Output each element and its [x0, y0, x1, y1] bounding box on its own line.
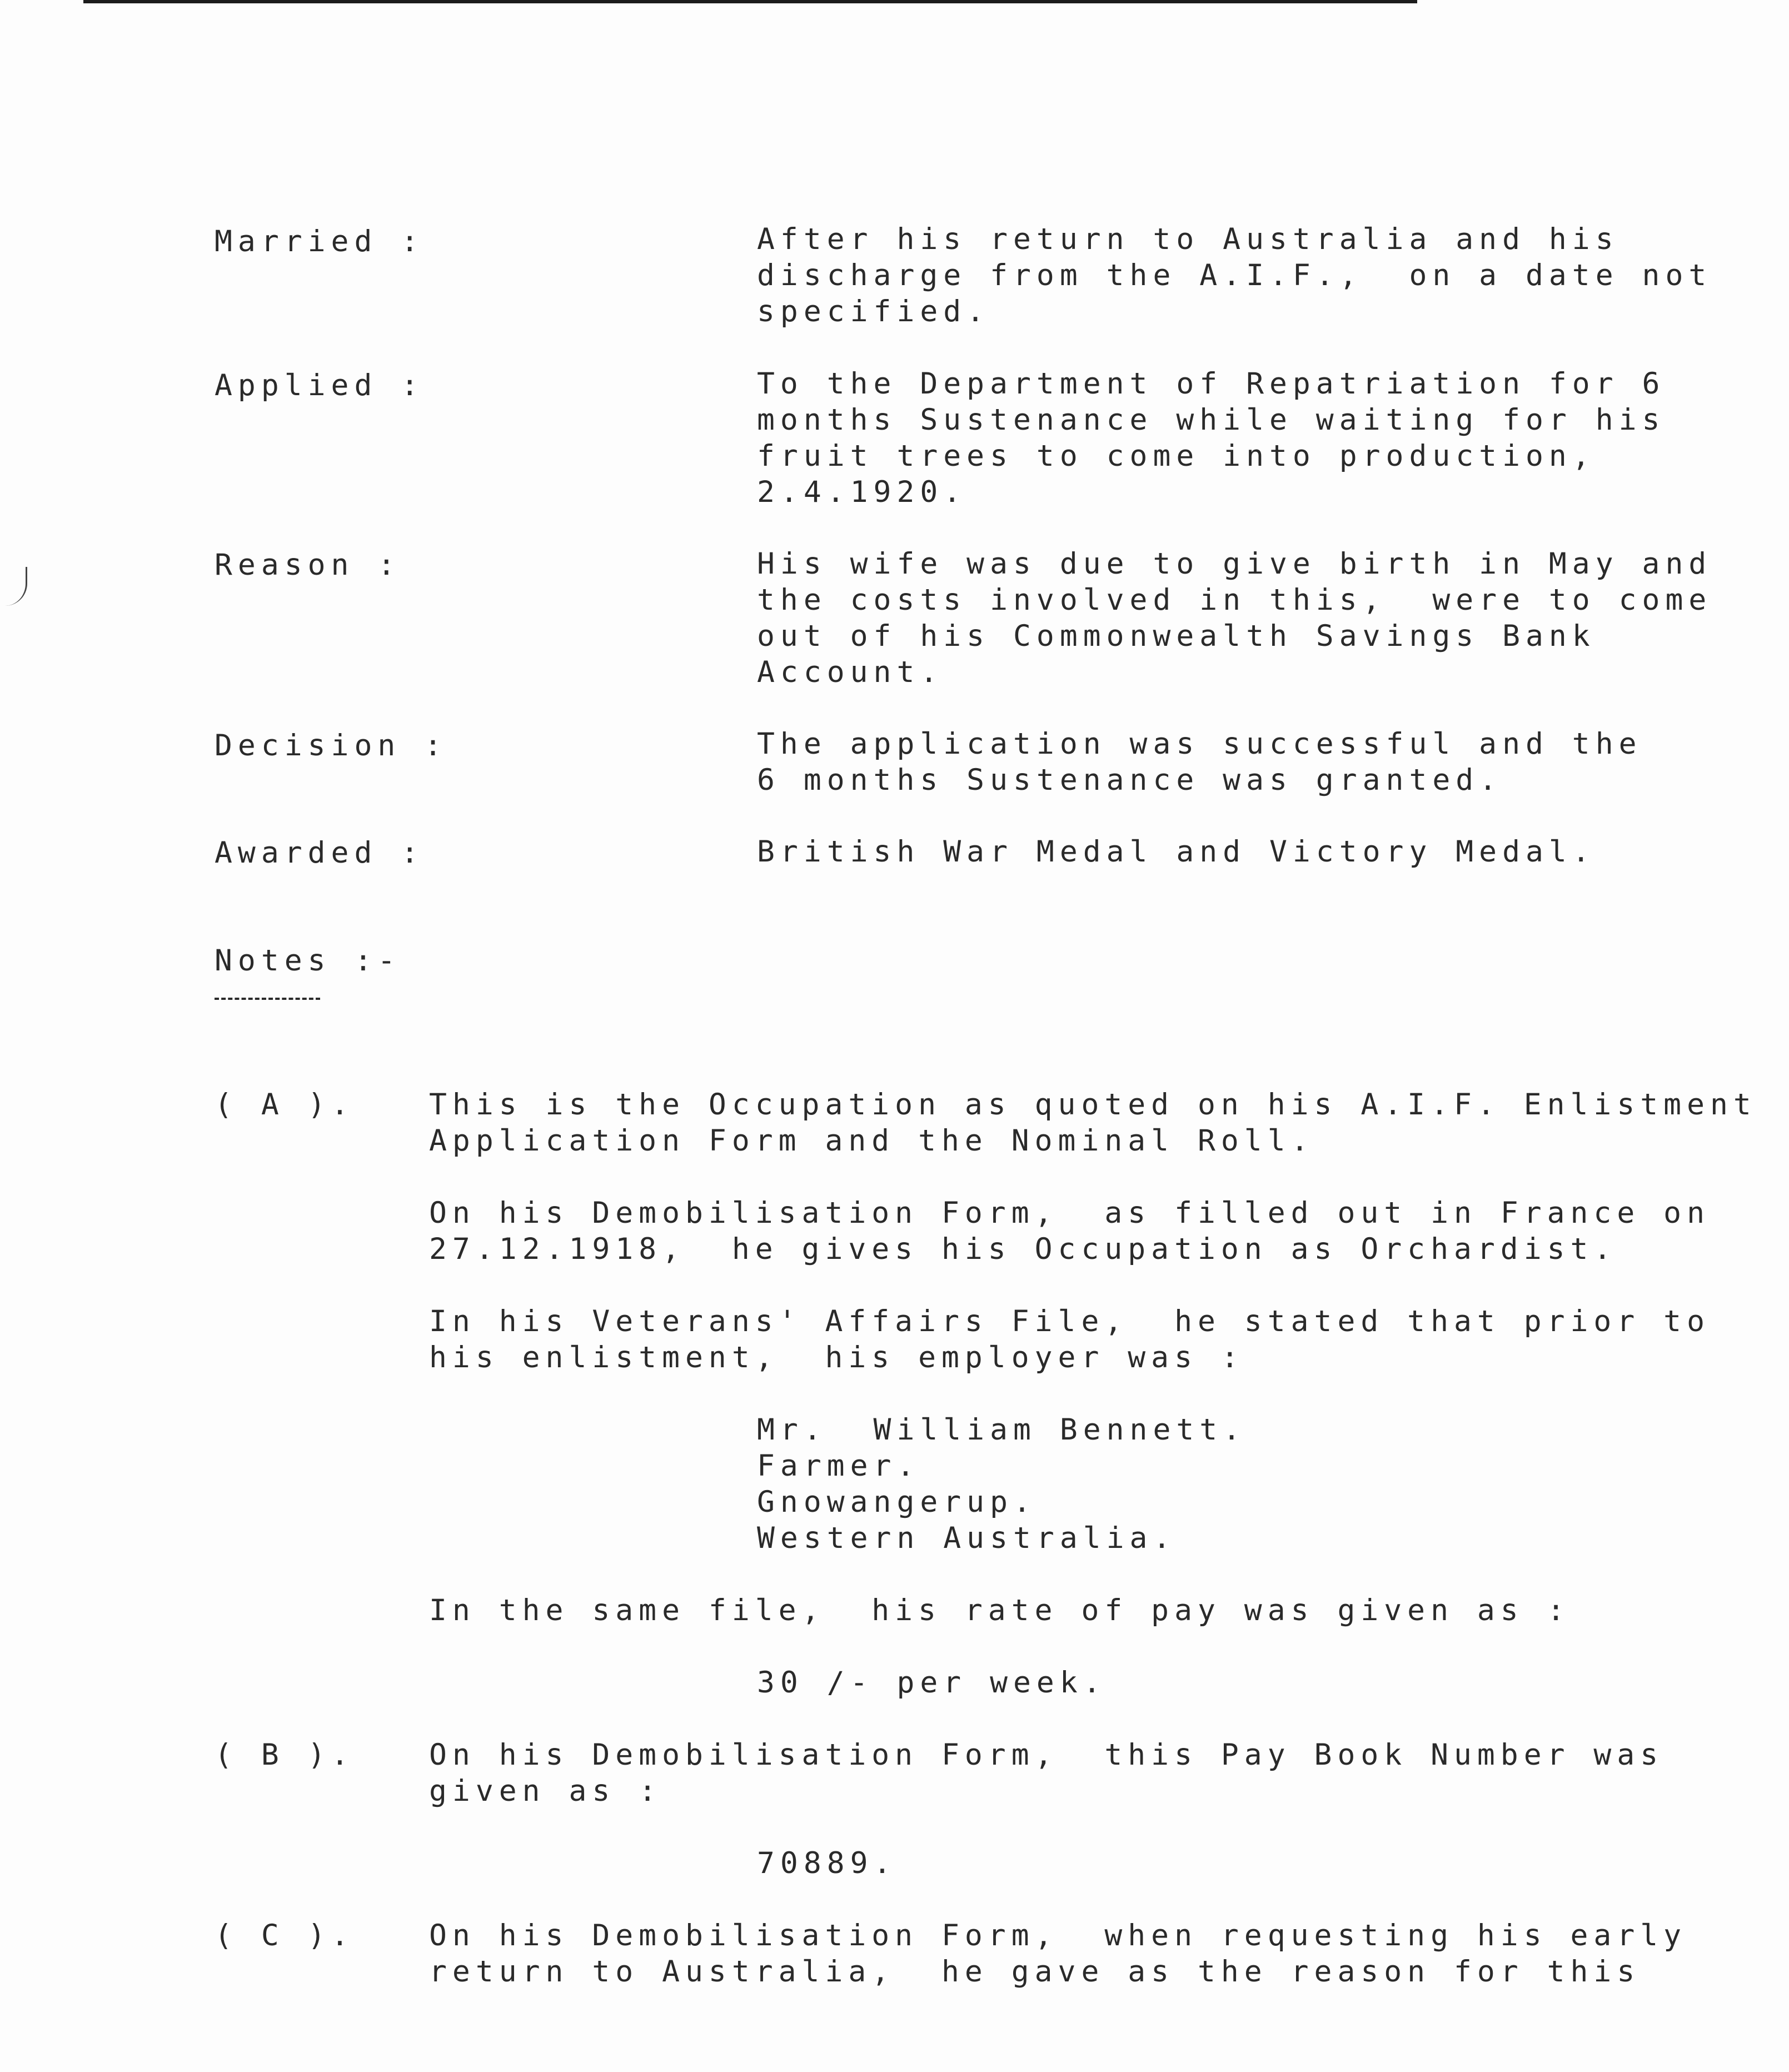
field-label-awarded: Awarded :: [215, 836, 425, 870]
note-a-p1-line-1: This is the Occupation as quoted on his A.I.F. Enlistment: [429, 1088, 1757, 1122]
field-value-applied-line-2: months Sustenance while waiting for his: [757, 403, 1666, 437]
field-value-applied-line-1: To the Department of Repatriation for 6: [757, 367, 1666, 401]
note-a-employer-line-1: Mr. William Bennett.: [757, 1413, 1247, 1447]
field-value-applied-line-3: fruit trees to come into production,: [757, 439, 1596, 473]
field-value-awarded-line-1: British War Medal and Victory Medal.: [757, 835, 1596, 869]
note-a-p2-line-1: On his Demobilisation Form, as filled out in France on: [429, 1196, 1710, 1230]
field-value-married-line-2: discharge from the A.I.F., on a date not: [757, 258, 1712, 292]
note-b-letter: ( B ).: [215, 1738, 355, 1772]
field-value-reason-line-3: out of his Commonwealth Savings Bank: [757, 619, 1596, 653]
note-c-p1-line-2: return to Australia, he gave as the reason for this: [429, 1955, 1641, 1989]
notes-heading-underline: [215, 998, 320, 1000]
field-value-decision-line-2: 6 months Sustenance was granted.: [757, 763, 1503, 797]
note-a-pay: 30 /- per week.: [757, 1666, 1107, 1700]
field-value-reason-line-4: Account.: [757, 655, 944, 689]
note-a-p1-line-2: Application Form and the Nominal Roll.: [429, 1124, 1314, 1158]
field-label-married: Married :: [215, 225, 425, 258]
note-c-letter: ( C ).: [215, 1919, 355, 1953]
note-a-p3-line-2: his enlistment, his employer was :: [429, 1341, 1244, 1374]
note-b-p1-line-2: given as :: [429, 1774, 662, 1808]
field-value-married-line-1: After his return to Australia and his: [757, 222, 1619, 256]
note-b-p1-line-1: On his Demobilisation Form, this Pay Book Number was: [429, 1738, 1664, 1772]
field-label-reason: Reason :: [215, 548, 401, 582]
field-value-reason-line-2: the costs involved in this, were to come: [757, 583, 1712, 617]
note-a-p3-line-1: In his Veterans' Affairs File, he stated that prior to: [429, 1304, 1710, 1338]
field-label-decision: Decision :: [215, 729, 448, 763]
margin-pen-mark: [3, 567, 27, 606]
note-b-number: 70889.: [757, 1846, 897, 1880]
note-c-p1-line-1: On his Demobilisation Form, when requesting his early: [429, 1919, 1687, 1953]
top-edge-rule: [83, 0, 1417, 3]
note-a-employer-line-2: Farmer.: [757, 1449, 920, 1483]
field-label-applied: Applied :: [215, 368, 425, 402]
note-a-employer-line-3: Gnowangerup.: [757, 1485, 1036, 1519]
field-value-married-line-3: specified.: [757, 295, 990, 328]
note-a-employer-line-4: Western Australia.: [757, 1521, 1177, 1555]
notes-heading: Notes :-: [215, 944, 401, 978]
field-value-applied-line-4: 2.4.1920.: [757, 475, 967, 509]
note-a-p2-line-2: 27.12.1918, he gives his Occupation as Orchardist.: [429, 1232, 1617, 1266]
note-a-p4: In the same file, his rate of pay was given as :: [429, 1593, 1571, 1627]
field-value-decision-line-1: The application was successful and the: [757, 727, 1642, 761]
note-a-letter: ( A ).: [215, 1088, 355, 1122]
field-value-reason-line-1: His wife was due to give birth in May and: [757, 547, 1712, 581]
